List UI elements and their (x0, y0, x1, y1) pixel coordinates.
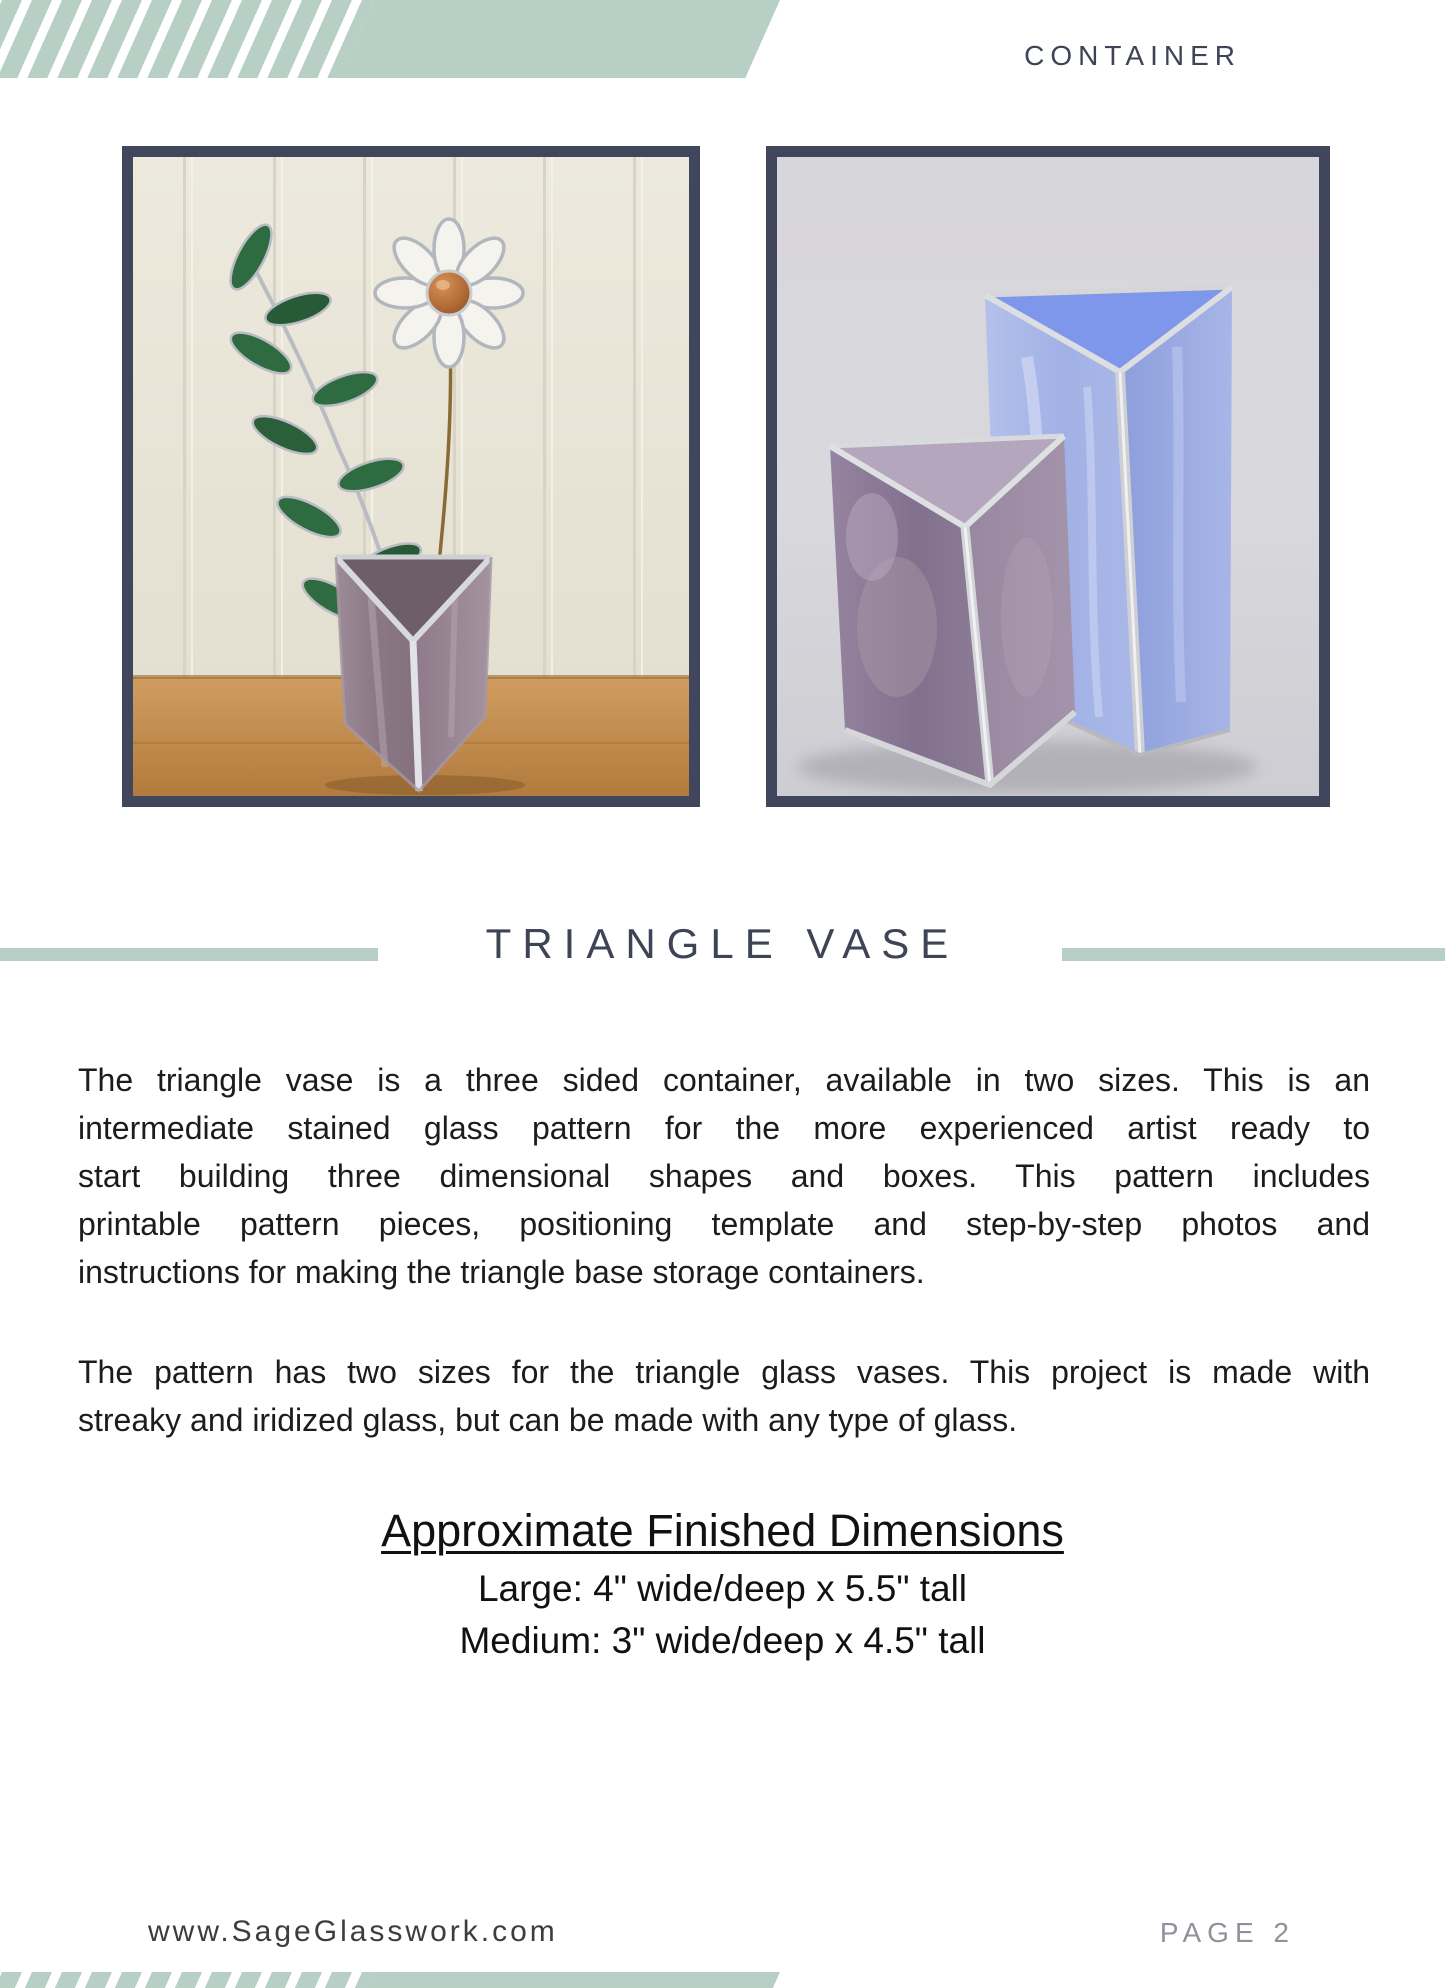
dimensions-heading: Approximate Finished Dimensions (381, 1505, 1064, 1556)
page-title: TRIANGLE VASE (485, 920, 960, 967)
paragraph-line: start building three dimensional shapes and boxes. This pattern includes (78, 1158, 1370, 1194)
category-label: CONTAINER (1024, 40, 1241, 71)
photo-two-vases (766, 146, 1330, 807)
top-accent-band (0, 0, 780, 78)
diagonal-stripe-pattern (0, 1972, 374, 1988)
intro-paragraph (78, 1056, 1370, 1296)
paragraph-line: streaky and iridized glass, but can be made with any type of glass. (78, 1402, 1018, 1438)
sizes-paragraph (78, 1348, 1370, 1444)
diagonal-stripe-pattern (0, 0, 374, 78)
two-vases-illustration (777, 157, 1319, 796)
bottom-accent-band (0, 1972, 780, 1988)
daisy-vase-illustration (133, 157, 689, 796)
paragraph-line: intermediate stained glass pattern for the more experienced artist ready to (78, 1110, 1370, 1146)
daisy-flower (375, 219, 523, 367)
solid-green-segment (339, 1972, 780, 1988)
paragraph-line: The triangle vase is a three sided container, available in two sizes. This is an (78, 1062, 1370, 1098)
paragraph-line: instructions for making the triangle base storage containers. (78, 1254, 925, 1290)
page-number: PAGE 2 (1159, 1917, 1295, 1948)
title-rule-right (1062, 948, 1445, 961)
website-link[interactable]: www.SageGlasswork.com (148, 1915, 558, 1948)
solid-green-segment (339, 0, 780, 78)
photo-daisy-vase (122, 146, 700, 807)
dimension-medium: Medium: 3" wide/deep x 4.5" tall (459, 1620, 986, 1661)
paragraph-line: printable pattern pieces, positioning template and step-by-step photos and (78, 1206, 1370, 1242)
dimension-large: Large: 4" wide/deep x 5.5" tall (477, 1568, 968, 1609)
paragraph-line: The pattern has two sizes for the triangle glass vases. This project is made with (78, 1354, 1370, 1390)
small-purple-vase (830, 436, 1075, 785)
